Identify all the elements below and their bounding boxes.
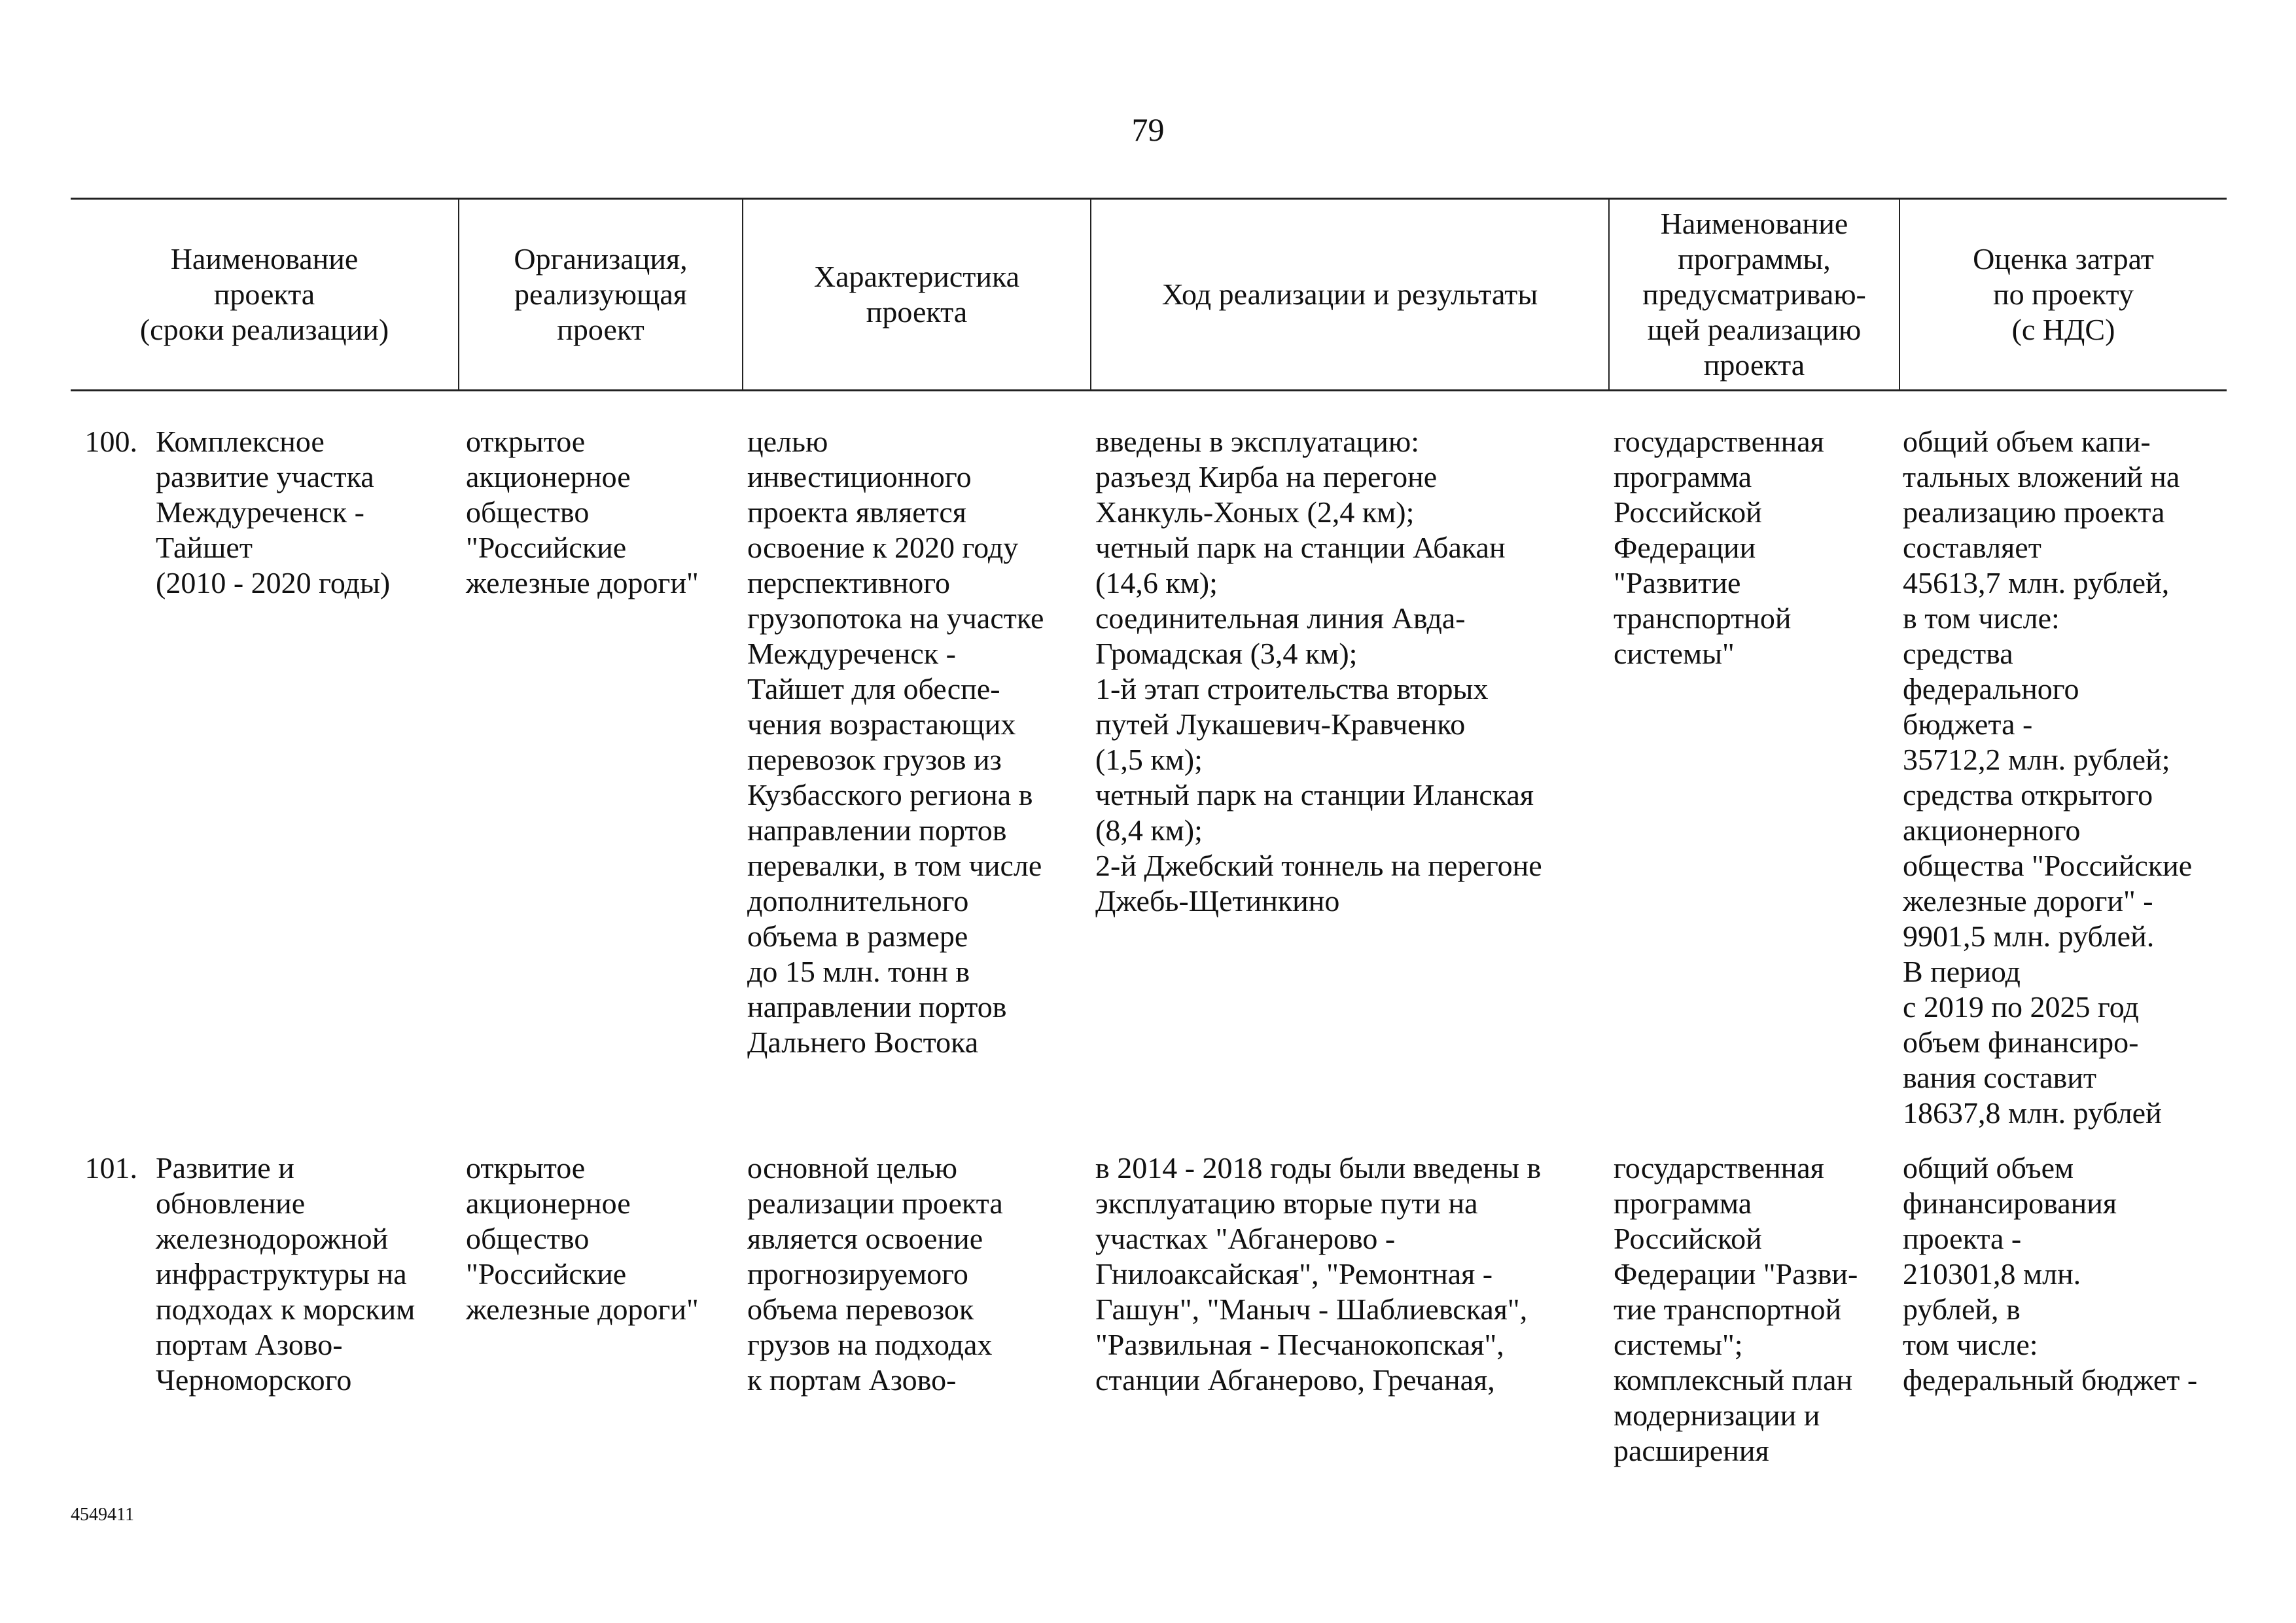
row-number: 101. (84, 1151, 137, 1185)
header-characteristic: Характеристика проекта (813, 260, 1020, 329)
row-number: 100. (84, 425, 137, 458)
organization: открытое акционерное общество "Российские железные дороги" (466, 1151, 699, 1326)
table-row (71, 1150, 2227, 1478)
header-program: Наименование программы, предусматриваю- щей реализацию проекта (1642, 207, 1866, 382)
document-id: 4549411 (71, 1505, 134, 1525)
cost: общий объем капи- тальных вложений на реализацию проекта составляет 45613,7 млн. рублей, в том числе: средства федерального бюджета - 35712,2 млн. рублей; средства открытого акционерного общества "Российские железные дороги" - 9901,5 млн. рублей. В период с 2019 по 2025 год объем финансиро- вания составит 18637,8 млн. рублей (1903, 425, 2193, 1130)
organization: открытое акционерное общество "Российские железные дороги" (466, 425, 699, 599)
header-project-name: Наименование проекта (сроки реализации) (139, 242, 389, 346)
progress: в 2014 - 2018 годы были введены в эксплуатацию вторые пути на участках "Абганерово - Гнилоаксайская", "Ремонтная - Гашун", "Маныч - Шаблиевская", "Развильная - Песчанокопская", станции Абганерово, Гречаная, (1095, 1151, 1542, 1397)
characteristic: основной целью реализации проекта является освоение прогнозируемого объема перевозок грузов на подходах к портам Азово- (747, 1151, 1003, 1397)
header-progress: Ход реализации и результаты (1161, 277, 1538, 311)
header-organization: Организация, реализующая проект (514, 242, 688, 346)
cost: общий объем финансирования проекта - 210301,8 млн. рублей, в том числе: федеральный бюджет - (1903, 1151, 2198, 1397)
projects-table (71, 198, 2227, 1478)
page-number: 79 (1131, 111, 1165, 148)
header-cost: Оценка затрат по проекту (с НДС) (1973, 242, 2154, 346)
characteristic: целью инвестиционного проекта является освоение к 2020 году перспективного грузопотока на участке Междуреченск - Тайшет для обеспе- чения возрастающих перевозок грузов из Кузбасского региона в направлении портов перевалки, в том числе дополнительного объема в размере до 15 млн. тонн в направлении портов Дальнего Востока (747, 425, 1044, 1059)
progress: введены в эксплуатацию: разъезд Кирба на перегоне Ханкуль-Хоных (2,4 км); четный парк на станции Абакан (14,6 км); соединительная линия Авда- Громадская (3,4 км); 1-й этап строительства вторых путей Лукашевич-Кравченко (1,5 км); четный парк на станции Иланская (8,4 км); 2-й Джебский тоннель на перегоне Джебь-Щетинкино (1095, 425, 1542, 918)
project-name: Комплексное развитие участка Междуреченск - Тайшет (2010 - 2020 годы) (156, 425, 391, 599)
project-name: Развитие и обновление железнодорожной инфраструктуры на подходах к морским портам Азово- Черноморского (156, 1151, 415, 1397)
program: государственная программа Российской Федерации "Развитие транспортной системы" (1614, 425, 1824, 670)
table-row (71, 424, 2227, 1150)
program: государственная программа Российской Федерации "Разви- тие транспортной системы"; комплексный план модернизации и расширения (1614, 1151, 1858, 1467)
table-header (71, 198, 2227, 391)
